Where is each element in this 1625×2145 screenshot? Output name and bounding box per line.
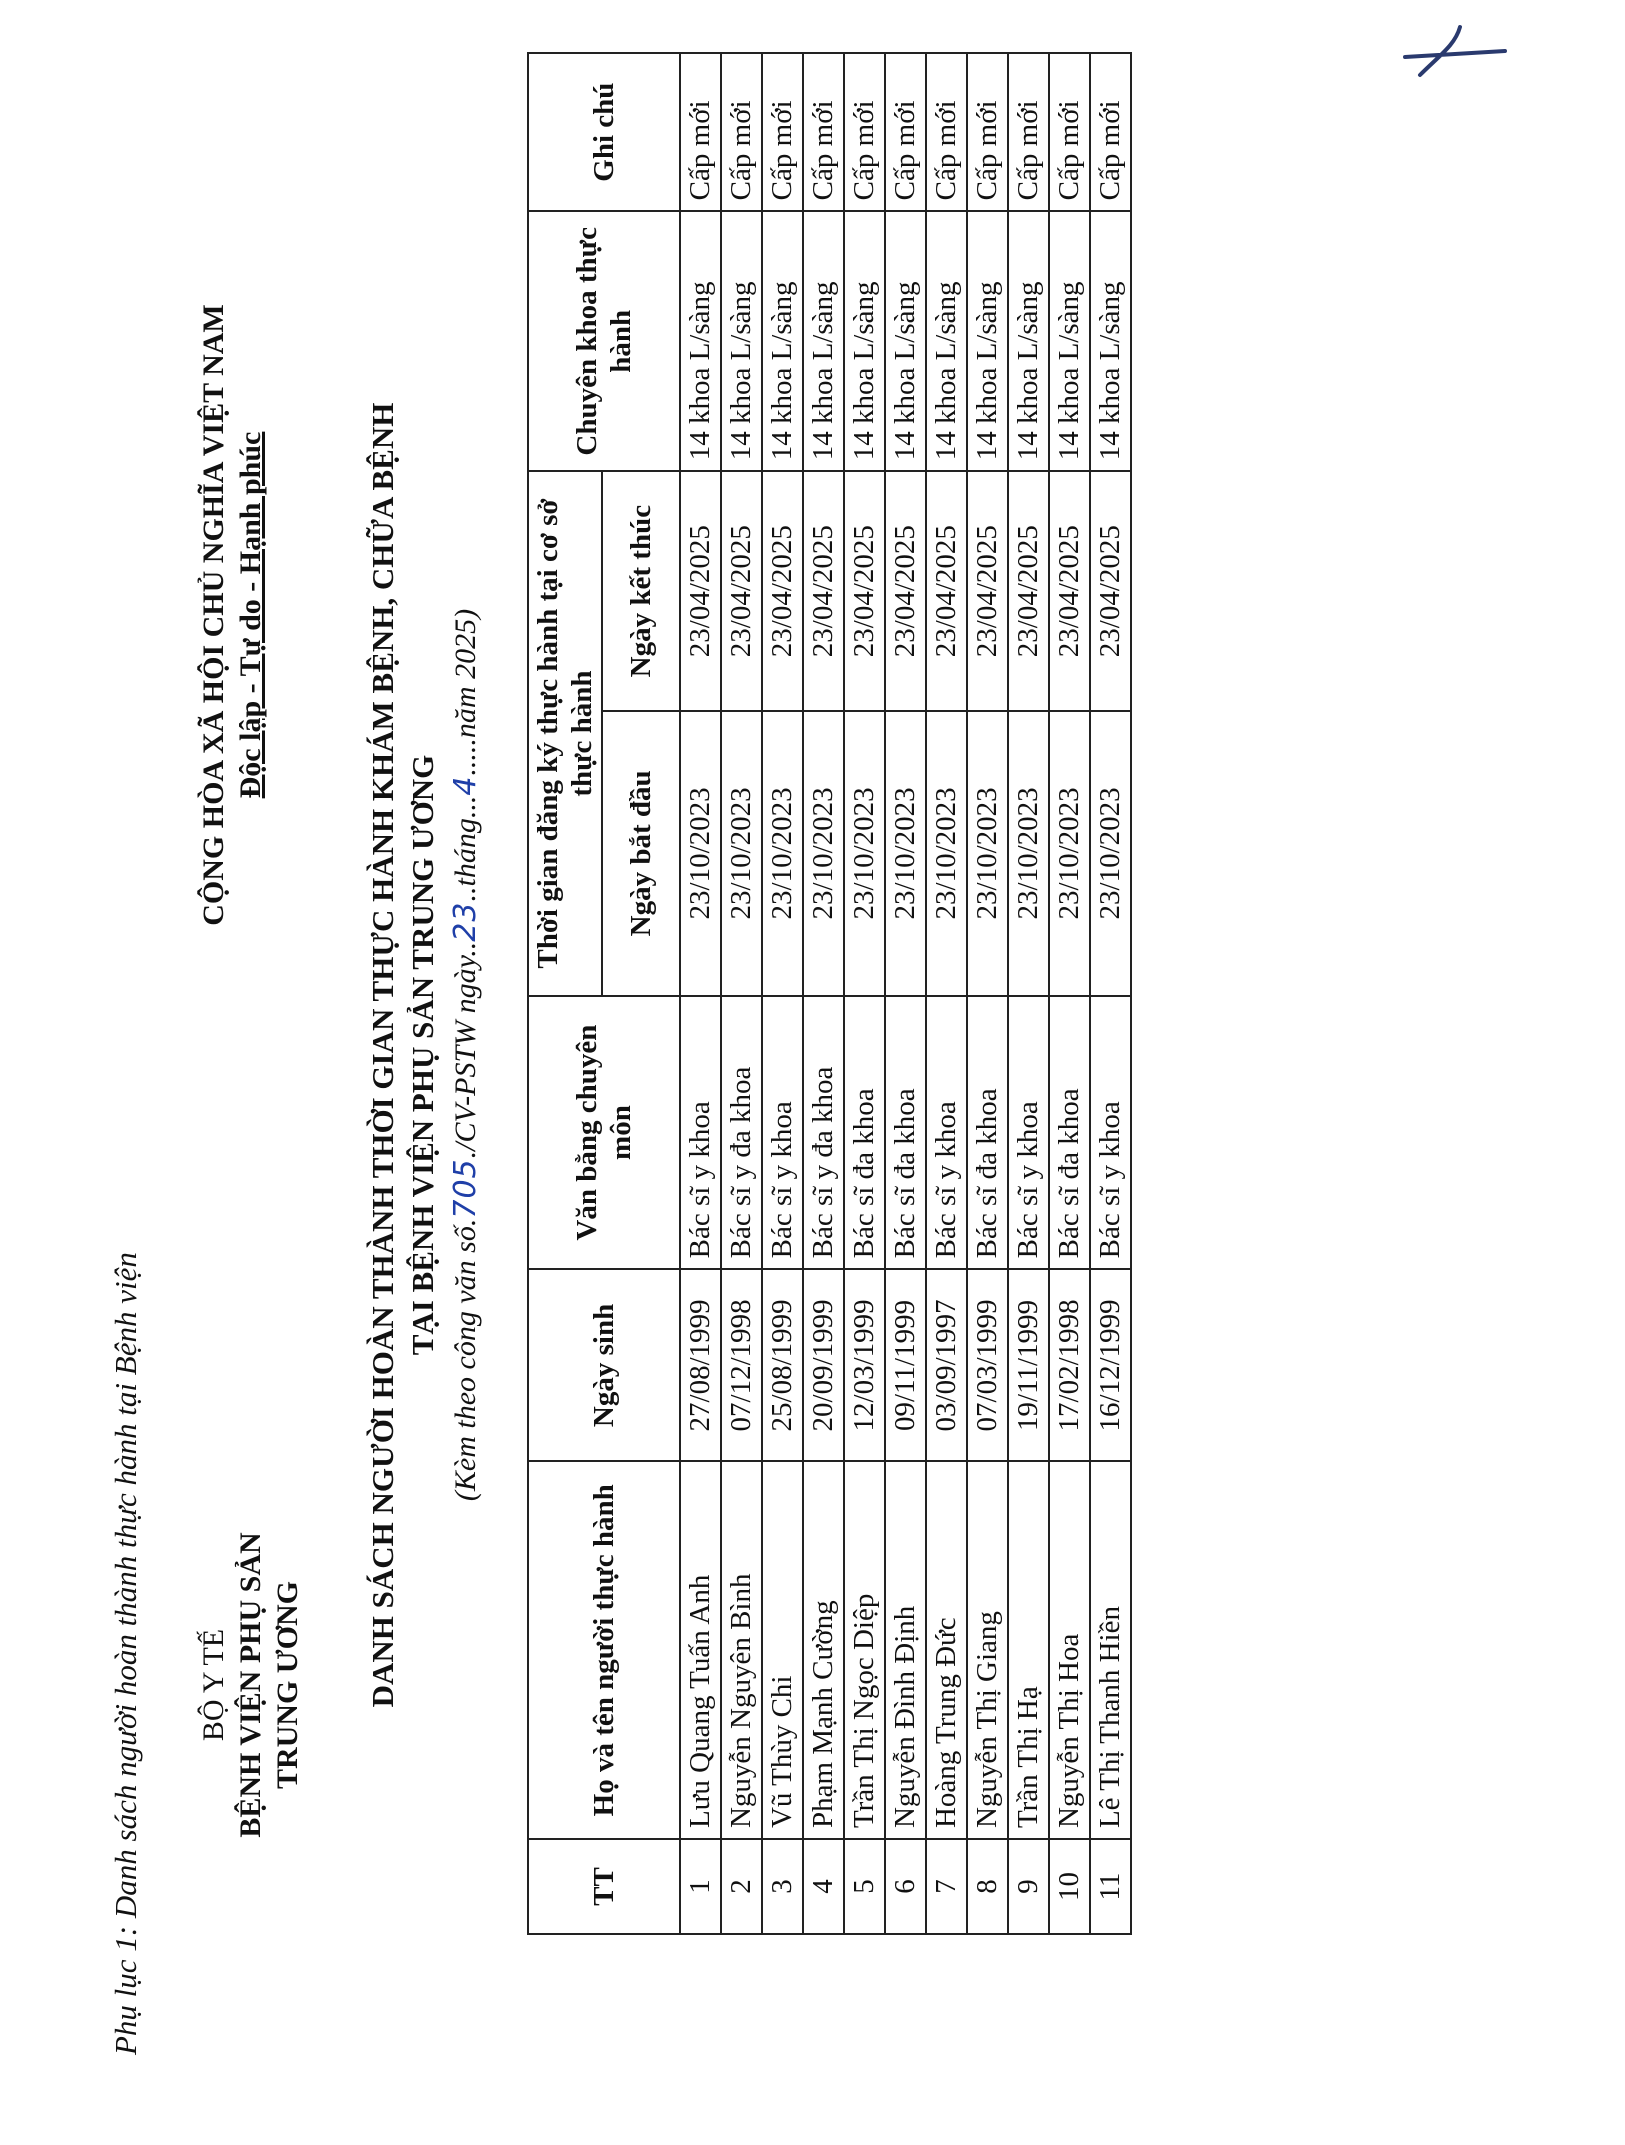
- row-start-date: 23/10/2023: [967, 711, 1008, 996]
- document-title: DANH SÁCH NGƯỜI HOÀN THÀNH THỜI GIAN THỰC HÀNH KHÁM BỆNH, CHỮA BỆNH: [365, 402, 400, 1708]
- row-name: Trần Thị Hạ: [1008, 1462, 1049, 1840]
- ministry-name: BỘ Y TẾ: [197, 1628, 230, 1742]
- row-number: 5: [844, 1839, 885, 1934]
- row-start-date: 23/10/2023: [885, 711, 926, 996]
- header-tt: TT: [528, 1839, 680, 1934]
- document-subtitle: TẠI BỆNH VIỆN PHỤ SẢN TRUNG ƯƠNG: [405, 754, 440, 1356]
- table-row: [844, 53, 885, 1934]
- row-number: 6: [885, 1839, 926, 1934]
- issuer-block: [195, 1475, 306, 1895]
- row-dob: 12/03/1999: [844, 1269, 885, 1461]
- row-degree: Bác sĩ đa khoa: [844, 996, 885, 1270]
- row-name: Nguyễn Đình Định: [885, 1462, 926, 1840]
- row-number: 11: [1090, 1839, 1131, 1934]
- header-name: Họ và tên người thực hành: [528, 1462, 680, 1840]
- row-end-date: 23/04/2025: [1008, 471, 1049, 711]
- national-motto: Độc lập - Tự do - Hạnh phúc: [234, 431, 267, 799]
- row-start-date: 23/10/2023: [844, 711, 885, 996]
- handwritten-month: 4: [448, 775, 483, 796]
- row-start-date: 23/10/2023: [1049, 711, 1090, 996]
- reference-line: [448, 25, 483, 2085]
- row-end-date: 23/04/2025: [926, 471, 967, 711]
- row-dept: 14 khoa L/sàng: [680, 211, 721, 471]
- appendix-caption: Phụ lục 1: Danh sách người hoàn thành thực hành tại Bệnh viện: [108, 1252, 143, 2055]
- header-degree: Văn bằng chuyên môn: [528, 996, 680, 1270]
- row-name: Nguyễn Nguyên Bình: [721, 1462, 762, 1840]
- row-end-date: 23/04/2025: [803, 471, 844, 711]
- row-number: 4: [803, 1839, 844, 1934]
- row-note: Cấp mới: [844, 53, 885, 211]
- row-dob: 20/09/1999: [803, 1269, 844, 1461]
- row-number: 7: [926, 1839, 967, 1934]
- row-start-date: 23/10/2023: [1090, 711, 1131, 996]
- table-row: [803, 53, 844, 1934]
- row-name: Nguyễn Thị Giang: [967, 1462, 1008, 1840]
- row-dept: 14 khoa L/sàng: [967, 211, 1008, 471]
- row-end-date: 23/04/2025: [721, 471, 762, 711]
- row-number: 2: [721, 1839, 762, 1934]
- row-end-date: 23/04/2025: [762, 471, 803, 711]
- row-start-date: 23/10/2023: [721, 711, 762, 996]
- row-degree: Bác sĩ y đa khoa: [721, 996, 762, 1270]
- row-end-date: 23/04/2025: [680, 471, 721, 711]
- row-end-date: 23/04/2025: [885, 471, 926, 711]
- row-note: Cấp mới: [1008, 53, 1049, 211]
- row-degree: Bác sĩ y đa khoa: [803, 996, 844, 1270]
- row-start-date: 23/10/2023: [680, 711, 721, 996]
- row-end-date: 23/04/2025: [967, 471, 1008, 711]
- row-note: Cấp mới: [762, 53, 803, 211]
- row-dept: 14 khoa L/sàng: [1008, 211, 1049, 471]
- row-dept: 14 khoa L/sàng: [803, 211, 844, 471]
- row-degree: Bác sĩ đa khoa: [885, 996, 926, 1270]
- row-note: Cấp mới: [885, 53, 926, 211]
- table-body: [680, 53, 1131, 1934]
- hospital-name-line1: BỆNH VIỆN PHỤ SẢN: [234, 1532, 267, 1838]
- row-dept: 14 khoa L/sàng: [762, 211, 803, 471]
- row-dept: 14 khoa L/sàng: [1090, 211, 1131, 471]
- row-dob: 19/11/1999: [1008, 1269, 1049, 1461]
- row-dept: 14 khoa L/sàng: [885, 211, 926, 471]
- row-degree: Bác sĩ y khoa: [762, 996, 803, 1270]
- row-end-date: 23/04/2025: [1049, 471, 1090, 711]
- national-header: [195, 175, 269, 1055]
- row-dob: 07/03/1999: [967, 1269, 1008, 1461]
- table-row: [967, 53, 1008, 1934]
- row-dept: 14 khoa L/sàng: [926, 211, 967, 471]
- row-note: Cấp mới: [1090, 53, 1131, 211]
- row-dept: 14 khoa L/sàng: [1049, 211, 1090, 471]
- table-row: [762, 53, 803, 1934]
- row-degree: Bác sĩ y khoa: [680, 996, 721, 1270]
- row-dept: 14 khoa L/sàng: [844, 211, 885, 471]
- republic-name: CỘNG HÒA XÃ HỘI CHỦ NGHĨA VIỆT NAM: [197, 304, 230, 926]
- header-dept: Chuyên khoa thực hành: [528, 211, 680, 471]
- row-dob: 03/09/1997: [926, 1269, 967, 1461]
- table-row: [926, 53, 967, 1934]
- row-dob: 27/08/1999: [680, 1269, 721, 1461]
- row-name: Nguyễn Thị Hoa: [1049, 1462, 1090, 1840]
- header-dob: Ngày sinh: [528, 1269, 680, 1461]
- row-dob: 16/12/1999: [1090, 1269, 1131, 1461]
- handwritten-day: 23: [448, 901, 483, 942]
- row-number: 3: [762, 1839, 803, 1934]
- row-dept: 14 khoa L/sàng: [721, 211, 762, 471]
- reference-prefix: (Kèm theo công văn số.: [449, 1218, 482, 1502]
- row-name: Lưu Quang Tuấn Anh: [680, 1462, 721, 1840]
- table-row: [1008, 53, 1049, 1934]
- row-number: 1: [680, 1839, 721, 1934]
- row-note: Cấp mới: [967, 53, 1008, 211]
- row-end-date: 23/04/2025: [1090, 471, 1131, 711]
- row-dob: 09/11/1999: [885, 1269, 926, 1461]
- row-number: 8: [967, 1839, 1008, 1934]
- table-row: [680, 53, 721, 1934]
- row-note: Cấp mới: [721, 53, 762, 211]
- row-name: Lê Thị Thanh Hiền: [1090, 1462, 1131, 1840]
- row-note: Cấp mới: [1049, 53, 1090, 211]
- table-row: [1049, 53, 1090, 1934]
- header-period: Thời gian đăng ký thực hành tại cơ sở thực hành: [528, 471, 602, 996]
- row-start-date: 23/10/2023: [762, 711, 803, 996]
- row-dob: 07/12/1998: [721, 1269, 762, 1461]
- hospital-name-line2: TRUNG ƯƠNG: [271, 1580, 304, 1790]
- handwritten-document-number: 705: [448, 1158, 483, 1219]
- table-row: [721, 53, 762, 1934]
- table-row: [885, 53, 926, 1934]
- row-start-date: 23/10/2023: [926, 711, 967, 996]
- handwritten-check-mark: [1400, 15, 1510, 85]
- row-dob: 25/08/1999: [762, 1269, 803, 1461]
- row-start-date: 23/10/2023: [1008, 711, 1049, 996]
- header-note: Ghi chú: [528, 53, 680, 211]
- row-dob: 17/02/1998: [1049, 1269, 1090, 1461]
- row-start-date: 23/10/2023: [803, 711, 844, 996]
- row-number: 9: [1008, 1839, 1049, 1934]
- header-start: Ngày bắt đầu: [602, 711, 680, 996]
- row-degree: Bác sĩ đa khoa: [967, 996, 1008, 1270]
- row-note: Cấp mới: [803, 53, 844, 211]
- header-end: Ngày kết thúc: [602, 471, 680, 711]
- row-degree: Bác sĩ y khoa: [1090, 996, 1131, 1270]
- row-degree: Bác sĩ đa khoa: [1049, 996, 1090, 1270]
- row-name: Vũ Thùy Chi: [762, 1462, 803, 1840]
- row-note: Cấp mới: [680, 53, 721, 211]
- table-row: [1090, 53, 1131, 1934]
- row-degree: Bác sĩ y khoa: [926, 996, 967, 1270]
- row-note: Cấp mới: [926, 53, 967, 211]
- row-degree: Bác sĩ y khoa: [1008, 996, 1049, 1270]
- row-end-date: 23/04/2025: [844, 471, 885, 711]
- practitioner-table: [527, 52, 1132, 1935]
- row-name: Hoàng Trung Đức: [926, 1462, 967, 1840]
- row-name: Phạm Mạnh Cường: [803, 1462, 844, 1840]
- reference-suffix: .....năm 2025): [449, 608, 482, 776]
- row-number: 10: [1049, 1839, 1090, 1934]
- row-name: Trần Thị Ngọc Diệp: [844, 1462, 885, 1840]
- reference-mid1: ./CV-PSTW ngày..: [449, 941, 482, 1159]
- reference-mid2: ..tháng...: [449, 795, 482, 902]
